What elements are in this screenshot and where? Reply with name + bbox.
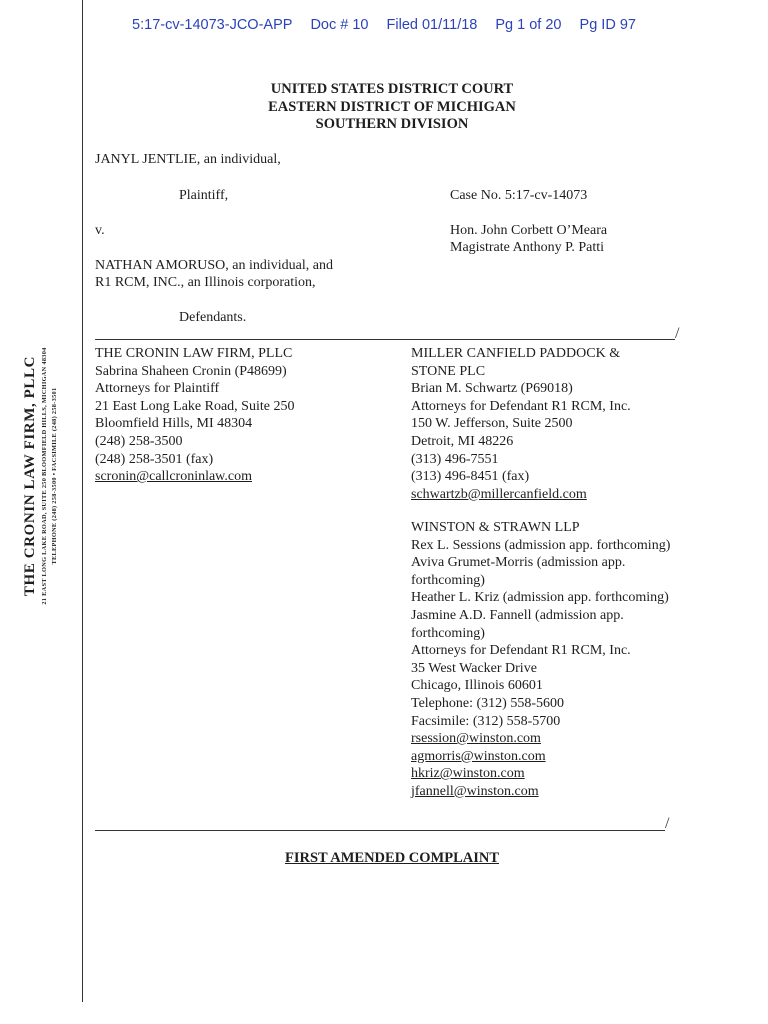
winston-email-1-link[interactable]: rsession@winston.com [411,731,541,747]
header-case-number: 5:17-cv-14073-JCO-APP [132,17,293,33]
winston-email-2-link[interactable]: agmorris@winston.com [411,748,546,764]
miller-fax: (313) 496-8451 (fax) [411,469,530,485]
winston-firm: WINSTON & STRAWN LLP [411,520,580,535]
rule-slash-bottom: / [665,815,670,832]
case-number: Case No. 5:17-cv-14073 [450,188,588,203]
defense-counsel-winston-block [411,519,670,801]
plaintiff-address-2: Bloomfield Hills, MI 48304 [95,416,253,432]
court-line-3: SOUTHERN DIVISION [315,116,469,132]
court-line-1: UNITED STATES DISTRICT COURT [270,81,514,97]
magistrate-name: Magistrate Anthony P. Patti [450,240,604,255]
miller-role: Attorneys for Defendant R1 RCM, Inc. [411,398,631,414]
court-heading [160,81,624,134]
miller-firm-line-2: STONE PLC [411,363,486,379]
defense-counsel-miller-block [411,345,631,503]
winston-attorney-4b: forthcoming) [411,625,485,641]
counsel-rule-bottom [95,830,665,831]
header-filed-date: Filed 01/11/18 [386,17,478,33]
winston-email-4-link[interactable]: jfannell@winston.com [411,783,539,799]
defendant-role: Defendants. [179,310,247,325]
plaintiff-name: JANYL JENTLIE, an individual, [95,152,281,167]
header-doc-number: Doc # 10 [310,17,369,33]
document-title: FIRST AMENDED COMPLAINT [284,850,500,866]
winston-attorney-4a: Jasmine A.D. Fannell (admission app. [411,607,624,623]
plaintiff-attorney-role: Attorneys for Plaintiff [95,381,220,397]
miller-email-link[interactable]: schwartzb@millercanfield.com [411,486,587,502]
plaintiff-firm: THE CRONIN LAW FIRM, PLLC [95,346,293,361]
header-page-count: Pg 1 of 20 [495,17,562,33]
miller-firm-line-1: MILLER CANFIELD PADDOCK & [411,346,621,361]
ecf-header [0,17,768,33]
margin-rule [82,0,83,1002]
miller-phone: (313) 496-7551 [411,451,499,467]
miller-address-2: Detroit, MI 48226 [411,433,514,449]
winston-role: Attorneys for Defendant R1 RCM, Inc. [411,643,631,659]
letterhead-firm-name: THE CRONIN LAW FIRM, PLLC [22,355,38,597]
winston-attorney-3: Heather L. Kriz (admission app. forthcoming) [411,590,669,606]
versus: v. [95,223,105,238]
winston-attorney-2a: Aviva Grumet-Morris (admission app. [411,555,626,571]
plaintiff-address-1: 21 East Long Lake Road, Suite 250 [95,398,295,414]
vertical-letterhead [20,306,60,646]
counsel-rule-top [95,339,675,340]
letterhead-address: 21 EAST LONG LAKE ROAD, SUITE 250 BLOOMFIELD HILLS, MICHIGAN 48304 [41,347,48,605]
winston-telephone: Telephone: (312) 558-5600 [411,695,564,711]
plaintiff-email-link[interactable]: scronin@callcroninlaw.com [95,469,252,485]
plaintiff-role: Plaintiff, [179,188,229,203]
winston-email-3-link[interactable]: hkriz@winston.com [411,766,525,782]
plaintiff-attorney: Sabrina Shaheen Cronin (P48699) [95,363,287,379]
rule-slash-top: / [675,325,680,342]
judge-name: Hon. John Corbett O’Meara [450,223,608,238]
plaintiff-phone: (248) 258-3500 [95,433,183,449]
winston-attorney-1: Rex L. Sessions (admission app. forthcoming) [411,537,671,553]
header-page-id: Pg ID 97 [579,17,636,33]
court-line-2: EASTERN DISTRICT OF MICHIGAN [268,98,516,115]
defendant-line-1: NATHAN AMORUSO, an individual, and [95,258,333,273]
winston-facsimile: Facsimile: (312) 558-5700 [411,713,561,729]
winston-attorney-2b: forthcoming) [411,572,485,588]
plaintiff-counsel-block [95,345,294,486]
miller-address-1: 150 W. Jefferson, Suite 2500 [411,416,573,432]
defendant-line-2: R1 RCM, INC., an Illinois corporation, [95,275,316,290]
miller-attorney: Brian M. Schwartz (P69018) [411,381,573,397]
plaintiff-fax: (248) 258-3501 (fax) [95,451,214,467]
winston-address-1: 35 West Wacker Drive [411,660,537,676]
letterhead-contact: TELEPHONE (248) 258-3500 • FACSIMILE (248) 258-3501 [51,387,58,565]
winston-address-2: Chicago, Illinois 60601 [411,678,543,694]
